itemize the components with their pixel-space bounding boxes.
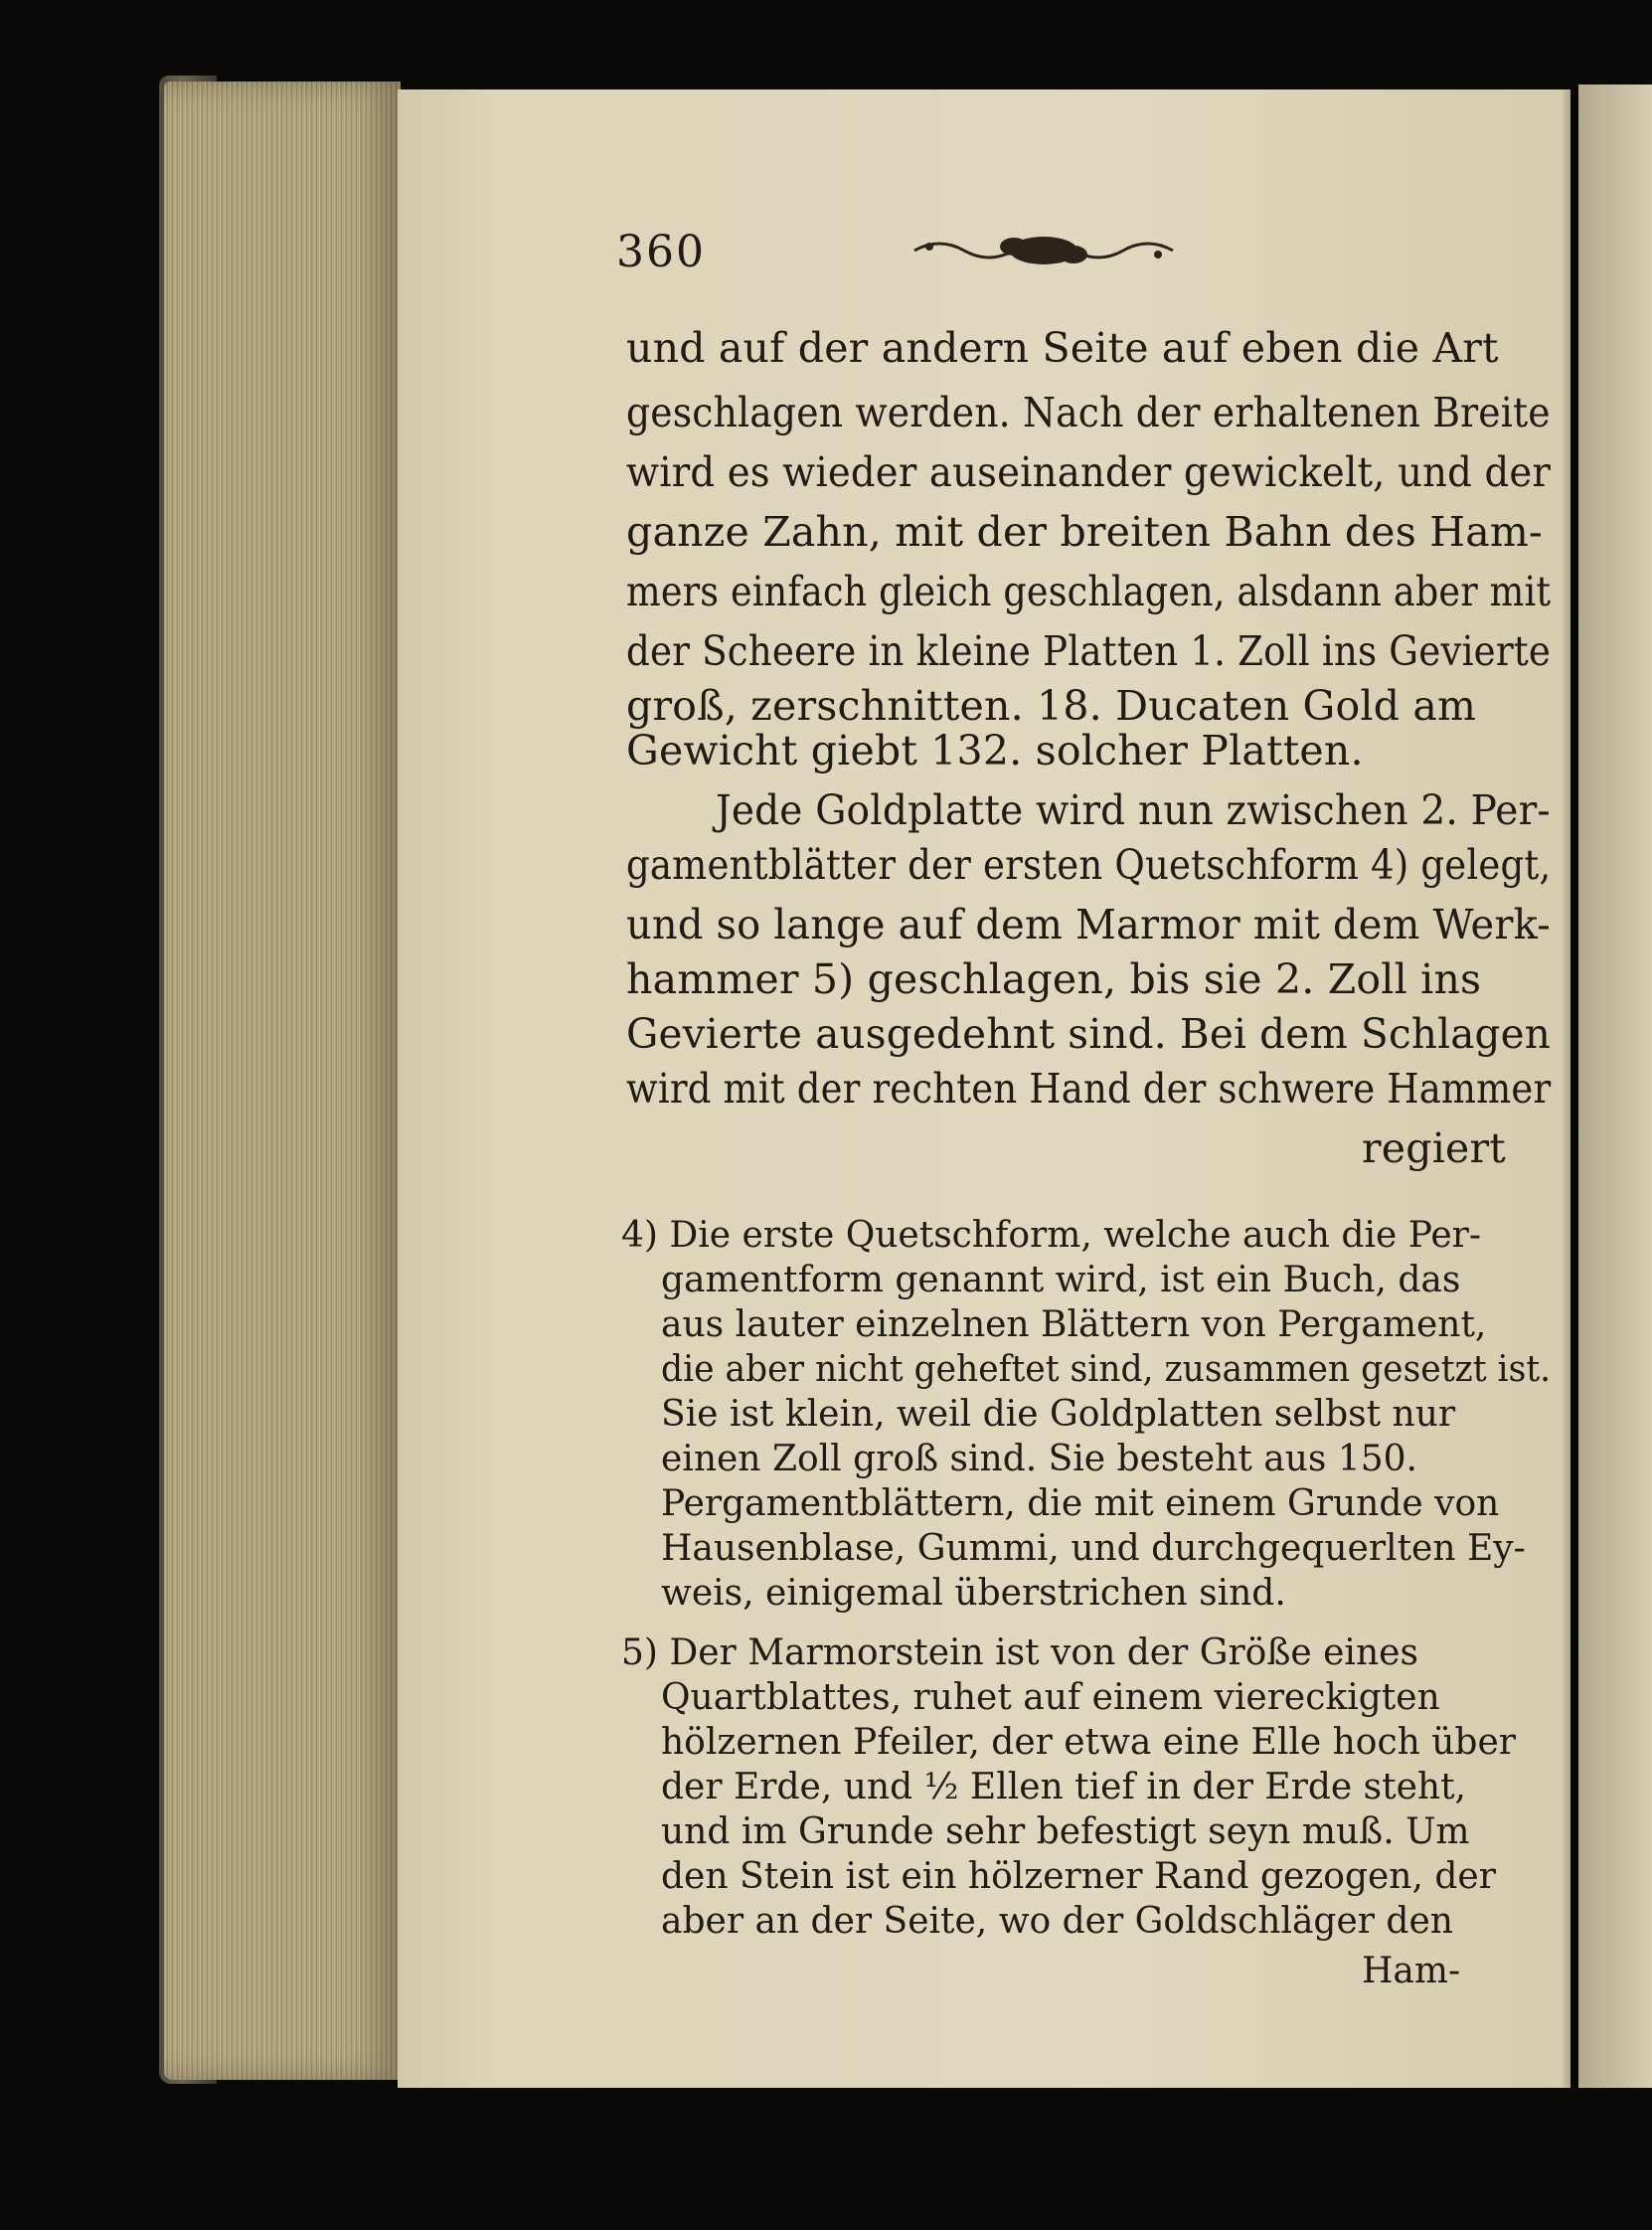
body-line: wird es wieder auseinander gewickelt, und der (626, 448, 1552, 496)
body-line: und so lange auf dem Marmor mit dem Werk- (626, 901, 1551, 948)
footnote-line: Sie ist klein, weil die Goldplatten selbst nur (661, 1394, 1456, 1435)
footnote-line: der Erde, und ½ Ellen tief in der Erde steht, (661, 1767, 1466, 1807)
body-line: hammer 5) geschlagen, bis sie 2. Zoll ins (626, 955, 1482, 1003)
footnote-line: Quartblattes, ruhet auf einem viereckigten (661, 1677, 1440, 1718)
footnote-line: aus lauter einzelnen Blättern von Pergament, (661, 1304, 1487, 1345)
footnote-catchword: Ham- (1362, 1951, 1461, 1991)
ornament-icon (909, 227, 1178, 274)
body-line: und auf der andern Seite auf eben die Art (626, 324, 1499, 372)
footnote-line: weis, einigemal überstrichen sind. (661, 1573, 1286, 1614)
footnote-line: 5) Der Marmorstein ist von der Größe eines (621, 1632, 1418, 1673)
body-line: Gewicht giebt 132. solcher Platten. (626, 727, 1364, 774)
footnote-line: gamentform genannt wird, ist ein Buch, das (661, 1260, 1461, 1300)
footnote-line: die aber nicht geheftet sind, zusammen gesetzt ist. (661, 1349, 1552, 1390)
body-line: Jede Goldplatte wird nun zwischen 2. Per- (716, 786, 1551, 834)
footnote-line: hölzernen Pfeiler, der etwa eine Elle hoch über (661, 1722, 1516, 1763)
facing-page-edge (1578, 85, 1652, 2088)
footnote-line: und im Grunde sehr befestigt seyn muß. Um (661, 1811, 1470, 1852)
footnote-line: Pergamentblättern, die mit einem Grunde von (661, 1483, 1500, 1524)
body-line: mers einfach gleich geschlagen, alsdann aber mit (626, 568, 1552, 615)
body-line: der Scheere in kleine Platten 1. Zoll ins Gevierte (626, 627, 1552, 675)
footnote-line: einen Zoll groß sind. Sie besteht aus 150. (661, 1439, 1417, 1479)
body-line: geschlagen werden. Nach der erhaltenen Breite (626, 389, 1551, 436)
page-number: 360 (616, 227, 706, 277)
body-line: groß, zerschnitten. 18. Ducaten Gold am (626, 682, 1477, 730)
body-line: ganze Zahn, mit der breiten Bahn des Ham- (626, 508, 1543, 556)
catchword: regiert (1362, 1124, 1506, 1172)
body-line: Gevierte ausgedehnt sind. Bei dem Schlagen (626, 1010, 1552, 1058)
body-line: gamentblätter der ersten Quetschform 4) gelegt, (626, 841, 1552, 889)
footnote-line: 4) Die erste Quetschform, welche auch die Per- (621, 1215, 1482, 1256)
body-line: wird mit der rechten Hand der schwere Hammer (626, 1065, 1552, 1113)
page-edges (164, 82, 401, 2080)
footnote-line: Hausenblase, Gummi, und durchgequerlten Ey- (661, 1528, 1526, 1569)
footnote-line: aber an der Seite, wo der Goldschläger den (661, 1901, 1453, 1942)
footnote-line: den Stein ist ein hölzerner Rand gezogen, der (661, 1856, 1496, 1897)
